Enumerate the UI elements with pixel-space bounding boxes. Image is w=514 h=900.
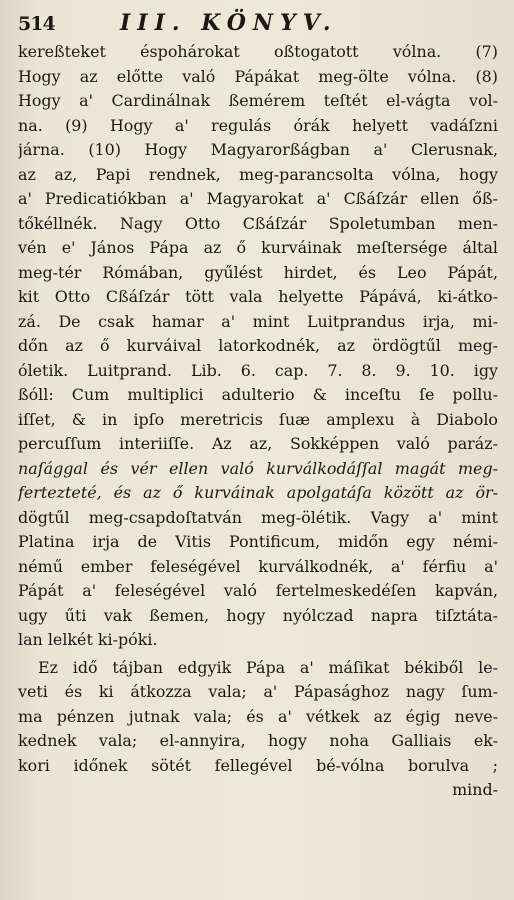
text-line: naſággal és vér ellen való kurválkodáſſal magát meg- <box>18 458 498 478</box>
text-line: kednek vala; el-annyira, hogy noha Galliais ek- <box>18 731 498 750</box>
text-line: kit Otto Cßáſzár tött vala helyette Pápává, ki-átko- <box>18 287 498 306</box>
text-line: ßóll: Cum multiplici adulterio & inceſtu ſe pollu- <box>18 385 498 404</box>
text-line: vén e' János Pápa az ő kurváinak meſtersége által <box>18 238 498 257</box>
text-line: veti és ki átkozza vala; a' Pápasághoz nagy ſum- <box>18 682 498 701</box>
text-line: Hogy az előtte való Pápákat meg-ölte vólna. (8) <box>18 66 498 86</box>
text-line: dőn az ő kurváival latorkodnék, az ördögtűl meg- <box>18 336 498 355</box>
text-line: Hogy a' Cardinálnak ßemérem teſtét el-vágta vol- <box>18 91 498 110</box>
text-line: a' Predicatiókban a' Magyarokat a' Cßáſzár ellen őß- <box>18 189 498 208</box>
page-header <box>18 10 498 38</box>
text-line: tőkéllnék. Nagy Otto Cßáſzár Spoletumban men- <box>18 213 498 233</box>
text-line: meg-tér Rómában, gyűlést hirdet, és Leo Pápát, <box>18 262 498 282</box>
text-line: zá. De csak hamar a' mint Luitprandus irja, mi- <box>18 311 498 331</box>
text-line: lan lelkét ki-póki. <box>18 630 158 649</box>
text-line: óletik. Luitprand. Lib. 6. cap. 7. 8. 9. 10. igy <box>18 360 498 380</box>
text-line: fertezteté, és az ő kurváinak apolgatáſa között az ör- <box>18 483 498 502</box>
text-line: ma pénzen jutnak vala; és a' vétkek az égig neve- <box>18 706 498 726</box>
catchword: mind- <box>452 780 498 799</box>
page-number: 514 <box>18 13 55 35</box>
text-line: Platina irja de Vitis Pontificum, midőn egy némi- <box>18 532 498 551</box>
text-line: Ez idő tájban edgyik Pápa a' máſikat békiből le- <box>38 657 498 677</box>
text-line: na. (9) Hogy a' regulás órák helyett vadáſzni <box>18 115 498 135</box>
paragraph-2 <box>18 656 498 779</box>
text-line: az az, Papi rendnek, meg-parancsolta vólna, hogy <box>18 164 498 184</box>
paragraph-1 <box>18 40 498 653</box>
running-head: III. KÖNYV. <box>120 10 338 36</box>
text-line: kori időnek sötét fellegével bé-vólna borulva ; <box>18 755 498 775</box>
text-line: percuſſum interiiſſe. Az az, Sokképpen való paráz- <box>18 434 498 453</box>
text-line: dögtűl meg-csapdoſtatván meg-ölétik. Vagy a' mint <box>18 507 498 527</box>
text-line: Pápát a' feleségével való fertelmeskedéſen kapván, <box>18 581 498 600</box>
text-line: kereßteket éspohárokat oßtogatott vólna. (7) <box>18 42 498 61</box>
text-line: járna. (10) Hogy Magyarorßágban a' Clerusnak, <box>18 140 498 159</box>
text-line: ugy űti vak ßemen, hogy nyólczad napra tiſztáta- <box>18 605 498 625</box>
text-line: iſſet, & in ipſo meretricis ſuæ amplexu à Diabolo <box>18 409 498 429</box>
text-line: némű ember feleségével kurválkodnék, a' férfiu a' <box>18 556 498 576</box>
body-text <box>18 40 498 803</box>
